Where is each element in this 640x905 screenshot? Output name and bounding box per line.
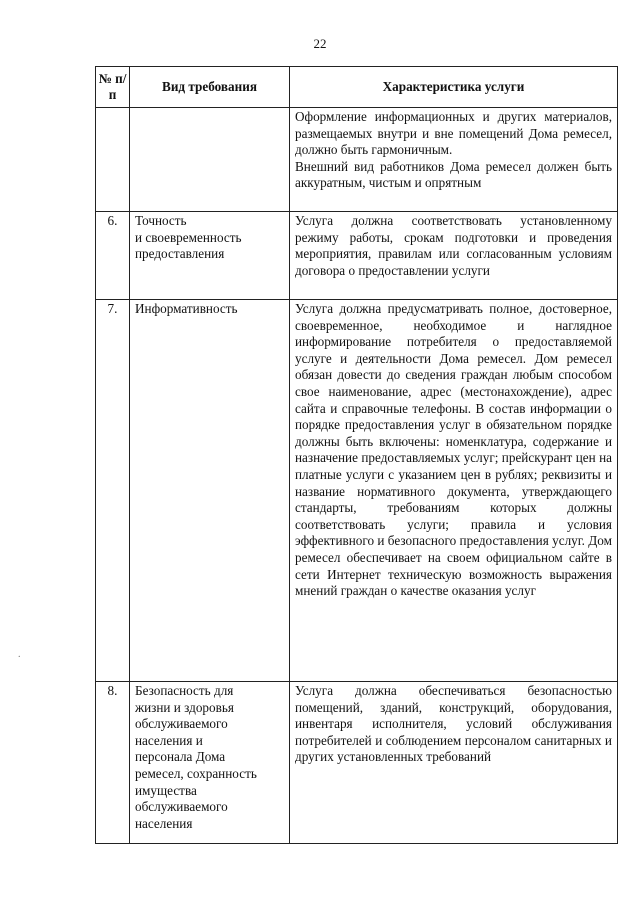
requirement-type-line: Информативность xyxy=(135,301,238,316)
requirement-type xyxy=(130,300,290,682)
requirement-type xyxy=(130,212,290,300)
characteristic-paragraph: Внешний вид работников Дома ремесел должен быть аккуратным, чистым и опрятным xyxy=(295,158,612,191)
row-number: 7. xyxy=(96,300,130,682)
requirement-type-line: населения xyxy=(135,815,193,831)
row-number: 6. xyxy=(96,212,130,300)
service-characteristic xyxy=(290,108,618,212)
table-header-row xyxy=(96,67,618,108)
table-row xyxy=(96,682,618,844)
requirement-type-line: Точность xyxy=(135,213,187,228)
characteristic-paragraph: Услуга должна обеспечиваться безопасностью помещений, зданий, конструкций, оборудования, инвентаря исполнителя, условий обслуживания потребителей и соблюдением персоналом санитарных и других установленных требований xyxy=(295,683,612,765)
table-row xyxy=(96,212,618,300)
header-service-characteristic: Характеристика услуги xyxy=(290,67,618,108)
requirement-type xyxy=(130,108,290,212)
characteristic-paragraph: Услуга должна соответствовать установленному режиму работы, срокам подготовки и проведения мероприятия, правилам или согласованным условиям договора о предоставлении услуги xyxy=(295,213,612,278)
requirement-type-line: Безопасность для xyxy=(135,683,234,698)
header-requirement-type: Вид требования xyxy=(130,67,290,108)
requirements-table xyxy=(95,66,618,844)
margin-mark: . xyxy=(18,649,21,660)
page-number: 22 xyxy=(313,36,327,51)
header-number: № п/п xyxy=(96,67,130,108)
service-characteristic xyxy=(290,300,618,682)
row-number: 8. xyxy=(96,682,130,844)
requirement-type-line: ремесел, сохранность xyxy=(135,765,257,781)
requirement-type-line: предоставления xyxy=(135,246,225,262)
table-row xyxy=(96,108,618,212)
service-characteristic xyxy=(290,682,618,844)
service-characteristic xyxy=(290,212,618,300)
requirement-type-line: имущества xyxy=(135,782,197,798)
requirement-type-line: жизни и здоровья xyxy=(135,699,234,715)
requirement-type xyxy=(130,682,290,844)
requirement-type-line: и своевременность xyxy=(135,229,242,245)
table-row xyxy=(96,300,618,682)
row-number xyxy=(96,108,130,212)
requirement-type-line: населения и xyxy=(135,732,203,748)
requirement-type-line: персонала Дома xyxy=(135,749,226,765)
characteristic-paragraph: Услуга должна предусматривать полное, достоверное, своевременное, необходимое и наглядное информирование потребителя о предоставляемой услуге и деятельности Дома ремесел. Дом ремесел обязан довести до сведения граждан любым способом свое наименование, адрес (местонахождение), адрес сайта и справочные телефоны. В состав информации о порядке предоставления услуг в обязательном порядке должны быть включены: номенклатура, содержание и назначение предоставляемых услуг; прейскурант цен на платные услуги с указанием цен в рублях; реквизиты и название нормативного документа, утверждающего стандарты, требованиям которых должны соответствовать услуги; правила и условия эффективного и безопасного предоставления услуг. Дом ремесел обеспечивает на своем официальном сайте в сети Интернет техническую возможность выражения мнений граждан о качестве оказания услуг xyxy=(295,301,612,599)
requirement-type-line: обслуживаемого xyxy=(135,716,228,732)
characteristic-paragraph: Оформление информационных и других материалов, размещаемых внутри и вне помещений Дома ремесел, должно быть гармоничным. xyxy=(295,109,612,158)
requirement-type-line: обслуживаемого xyxy=(135,799,228,815)
